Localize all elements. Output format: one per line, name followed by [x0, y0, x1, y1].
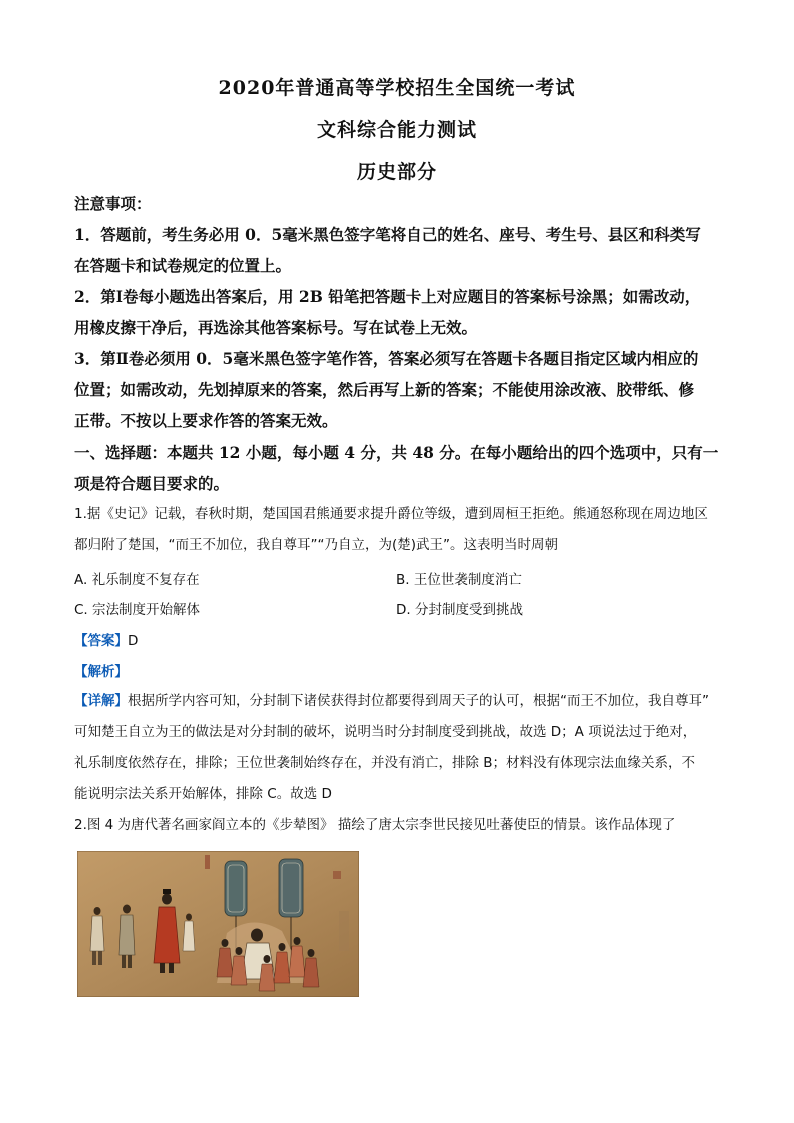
- notice-item-3-line-3: 正带。不按以上要求作答的答案无效。: [74, 411, 338, 430]
- answer-value: D: [128, 633, 139, 649]
- q1-option-a: A. 礼乐制度不复存在: [74, 572, 200, 588]
- q1-detail-line-1: [74, 686, 724, 716]
- notice-item-1-line-2: 在答题卡和试卷规定的位置上。: [74, 256, 292, 275]
- q1-option-c: C. 宗法制度开始解体: [74, 602, 201, 618]
- q1-analysis: [74, 660, 128, 680]
- bunian-tu-painting: [77, 851, 359, 997]
- q1-stem-line-2: 都归附了楚国，“而王不加位，我自尊耳”“乃自立，为(楚)武王”。这表明当时周朝: [74, 537, 559, 553]
- q1-detail-line-3: 礼乐制度依然存在，排除；王位世袭制始终存在，并没有消亡，排除 B；材料没有体现宗法血缘关系，不: [74, 755, 696, 771]
- notice-item-3-line-1: 3．第Ⅱ卷必须用 0．5毫米黑色签字笔作答，答案必须写在答题卡各题目指定区域内相应的: [74, 349, 699, 368]
- exam-title: 2020年普通高等学校招生全国统一考试: [218, 77, 576, 99]
- analysis-tag: 【解析】: [74, 664, 128, 680]
- q1-stem-line-1: 1.据《史记》记载，春秋时期，楚国国君熊通要求提升爵位等级，遭到周桓王拒绝。熊通怒称现在周边地区: [74, 506, 708, 522]
- detail-tag: 【详解】: [74, 693, 128, 709]
- answer-tag: 【答案】: [74, 633, 128, 649]
- detail-text-1: 根据所学内容可知，分封制下诸侯获得封位都要得到周天子的认可，根据“而王不加位，我自尊耳”: [128, 693, 709, 709]
- q1-answer: [74, 629, 138, 649]
- notice-heading: 注意事项：: [74, 194, 152, 213]
- section-instruction-line-1: 一、选择题：本题共 12 小题，每小题 4 分，共 48 分。在每小题给出的四个选项中，只有一: [74, 443, 719, 462]
- q2-stem-line-1: 2.图 4 为唐代著名画家阎立本的《步辇图》 描绘了唐太宗李世民接见吐蕃使臣的情景。该作品体现了: [74, 817, 676, 833]
- section-instruction-line-2: 项是符合题目要求的。: [74, 474, 230, 493]
- exam-subtitle: 文科综合能力测试: [316, 119, 477, 141]
- section-title: 历史部分: [356, 161, 437, 183]
- notice-item-2-line-1: 2．第Ⅰ卷每小题选出答案后，用 2B 铅笔把答题卡上对应题目的答案标号涂黑；如需改动，: [74, 287, 701, 306]
- q1-option-d: D. 分封制度受到挑战: [396, 602, 523, 618]
- q1-detail-line-2: 可知楚王自立为王的做法是对分封制的破坏，说明当时分封制度受到挑战，故选 D；A 项说法过于绝对，: [74, 724, 697, 740]
- q1-detail-line-4: 能说明宗法关系开始解体，排除 C。故选 D: [74, 786, 332, 802]
- notice-item-2-line-2: 用橡皮擦干净后，再选涂其他答案标号。写在试卷上无效。: [74, 318, 478, 337]
- notice-item-3-line-2: 位置；如需改动，先划掉原来的答案，然后再写上新的答案；不能使用涂改液、胶带纸、修: [74, 380, 695, 399]
- q1-option-b: B. 王位世袭制度消亡: [396, 572, 522, 588]
- notice-item-1-line-1: 1．答题前，考生务必用 0．5毫米黑色签字笔将自己的姓名、座号、考生号、县区和科类写: [74, 225, 701, 244]
